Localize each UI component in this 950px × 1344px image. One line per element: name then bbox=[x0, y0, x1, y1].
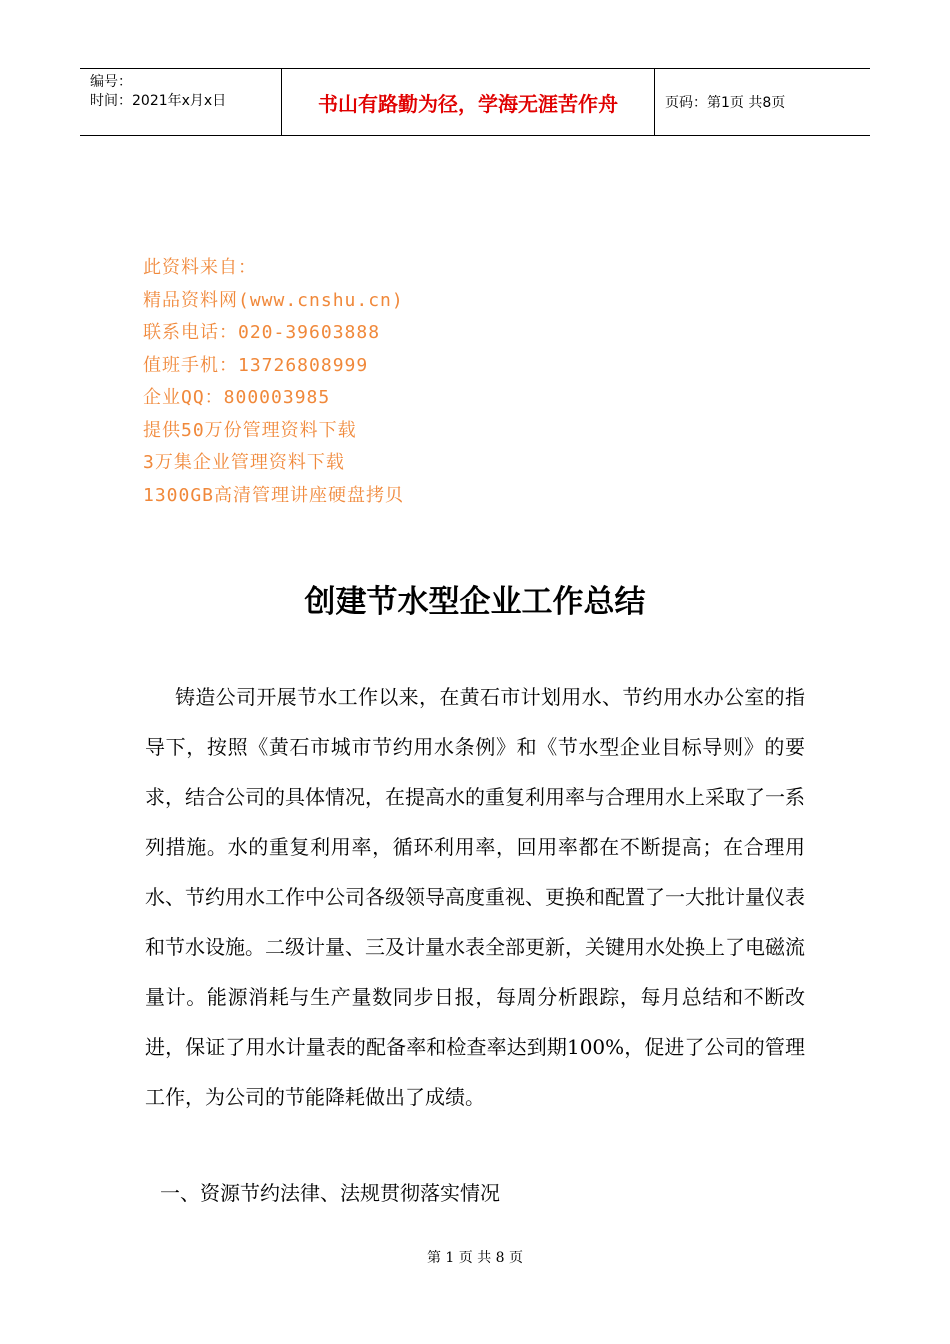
source-line: 值班手机：13726808999 bbox=[143, 354, 369, 376]
source-info-block bbox=[143, 252, 404, 512]
source-line: 联系电话：020-39603888 bbox=[143, 322, 381, 343]
header-meta bbox=[80, 69, 282, 135]
body-paragraph: 铸造公司开展节水工作以来，在黄石市计划用水、节约用水办公室的指导下，按照《黄石市城市节约用水条例》和《节水型企业目标导则》的要求，结合公司的具体情况，在提高水的重复利用率与合理用水上采取了一系列措施。水的重复利用率，循环利用率，回用率都在不断提高；在合理用水、节约用水工作中公司各级领导高度重视、更换和配置了一大批计量仪表和节水设施。二级计量、三及计量水表全部更新，关键用水处换上了电磁流量计。能源消耗与生产量数同步日报，每周分析跟踪，每月总结和不断改进，保证了用水计量表的配备率和检查率达到期100%，促进了公司的管理工作，为公司的节能降耗做出了成绩。 bbox=[145, 685, 805, 1109]
page-header bbox=[80, 68, 870, 136]
document-number-label: 编号： bbox=[90, 74, 132, 90]
source-line: 3万集企业管理资料下载 bbox=[143, 452, 345, 473]
source-line: 此资料来自： bbox=[143, 257, 257, 278]
source-line: 精品资料网(www.cnshu.cn) bbox=[143, 289, 404, 311]
header-motto: 书山有路勤为径，学海无涯苦作舟 bbox=[282, 69, 655, 135]
source-line: 1300GB高清管理讲座硬盘拷贝 bbox=[143, 484, 405, 506]
section-heading: 一、资源节约法律、法规贯彻落实情况 bbox=[160, 1181, 500, 1205]
source-line: 提供50万份管理资料下载 bbox=[143, 419, 357, 441]
header-page-info: 页码：第1页 共8页 bbox=[665, 95, 786, 111]
document-title: 创建节水型企业工作总结 bbox=[304, 584, 646, 620]
document-date: 时间：2021年x月x日 bbox=[90, 93, 227, 109]
source-line: 企业QQ：800003985 bbox=[143, 387, 331, 408]
page-footer: 第 1 页 共 8 页 bbox=[426, 1250, 524, 1266]
